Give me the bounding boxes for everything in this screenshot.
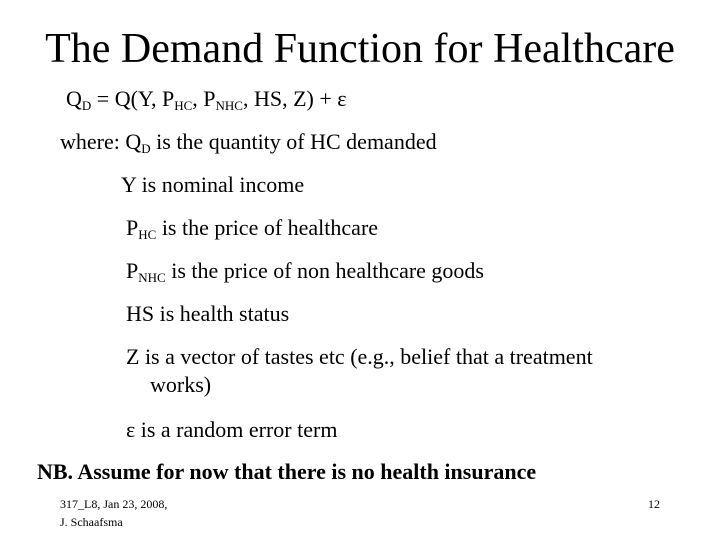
eq-q-sub: D bbox=[81, 98, 92, 113]
def-phc bbox=[126, 215, 378, 241]
eq-pnhc-sub: NHC bbox=[215, 98, 243, 113]
def-pnhc-rest: is the price of non healthcare goods bbox=[165, 258, 484, 283]
def-pnhc bbox=[126, 258, 484, 284]
def-phc-rest: is the price of healthcare bbox=[156, 215, 379, 240]
def-phc-p: P bbox=[126, 215, 139, 240]
page-number: 12 bbox=[648, 497, 660, 511]
footer-source-line2: J. Schaafsma bbox=[60, 515, 123, 529]
nb-note: NB. Assume for now that there is no health insurance bbox=[37, 459, 537, 484]
where-sub: D bbox=[141, 141, 151, 156]
def-hs: HS is health status bbox=[126, 301, 290, 326]
eq-part-a: = Q(Y, P bbox=[91, 86, 175, 111]
def-pnhc-sub: NHC bbox=[138, 270, 166, 285]
def-phc-sub: HC bbox=[138, 227, 157, 242]
def-pnhc-p: P bbox=[126, 258, 139, 283]
eq-phc-sub: HC bbox=[174, 98, 193, 113]
footer-source-line1: 317_L8, Jan 23, 2008, bbox=[60, 497, 168, 511]
def-y: Y is nominal income bbox=[121, 172, 305, 197]
def-z-line2: works) bbox=[150, 372, 212, 397]
eq-part-b: , P bbox=[192, 86, 216, 111]
where-rest: is the quantity of HC demanded bbox=[150, 129, 437, 154]
eq-q: Q bbox=[66, 86, 82, 111]
demand-equation bbox=[66, 86, 347, 112]
where-prefix: where: Q bbox=[60, 129, 142, 154]
def-epsilon: ε is a random error term bbox=[126, 417, 338, 442]
eq-part-c: , HS, Z) + ε bbox=[242, 86, 347, 111]
def-z-line1: Z is a vector of tastes etc (e.g., belief that a treatment bbox=[126, 344, 593, 369]
where-line bbox=[60, 129, 437, 155]
footer-source bbox=[60, 495, 167, 531]
slide-title: The Demand Function for Healthcare bbox=[45, 26, 675, 72]
